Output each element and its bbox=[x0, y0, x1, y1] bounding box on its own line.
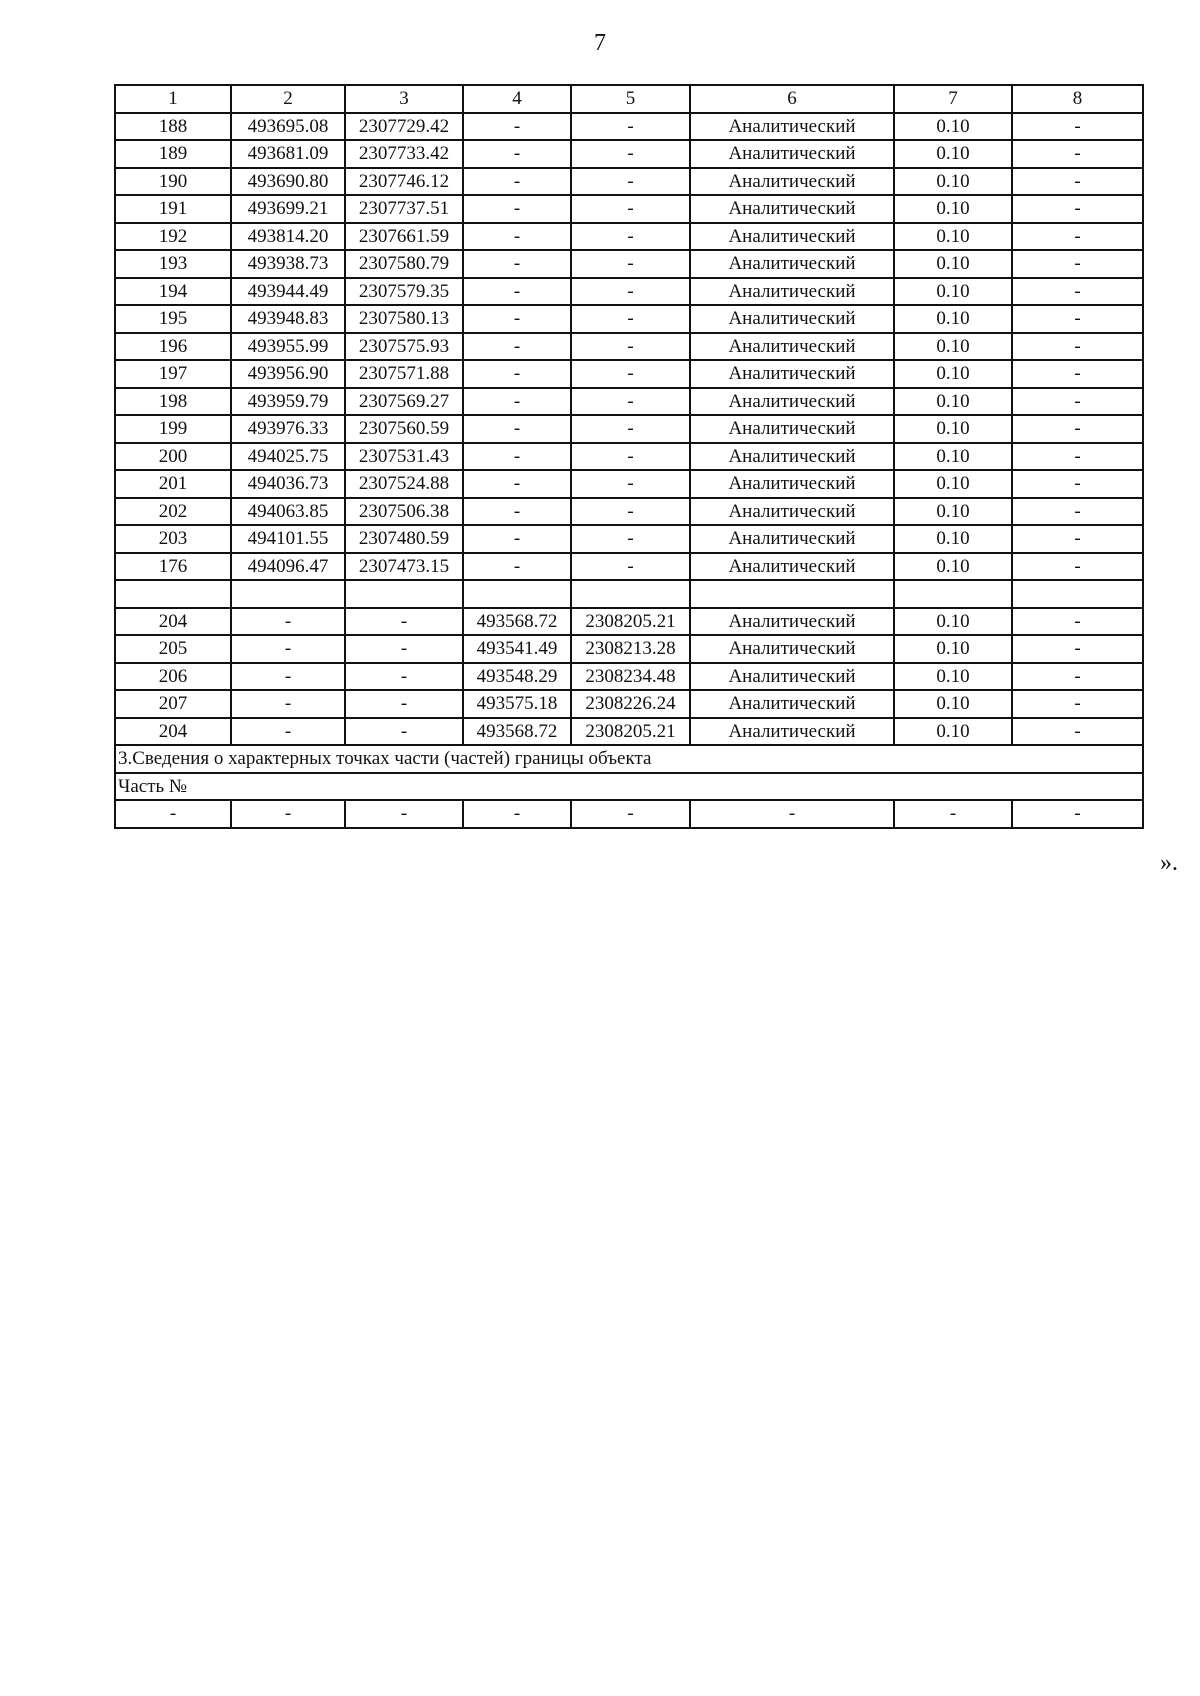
section-title-row-text: 3.Сведения о характерных точках части (частей) границы объекта bbox=[115, 745, 1143, 773]
table-cell: 493959.79 bbox=[231, 388, 345, 416]
table-cell: Аналитический bbox=[690, 635, 894, 663]
table-cell: 193 bbox=[115, 250, 231, 278]
table-cell: Аналитический bbox=[690, 360, 894, 388]
table-cell: 2307531.43 bbox=[345, 443, 463, 471]
table-cell: 494096.47 bbox=[231, 553, 345, 581]
table-cell: Аналитический bbox=[690, 278, 894, 306]
table-cell: 2307733.42 bbox=[345, 140, 463, 168]
table-cell: 195 bbox=[115, 305, 231, 333]
table-cell: - bbox=[1012, 608, 1143, 636]
table-cell: 2 bbox=[231, 85, 345, 113]
table-row bbox=[115, 498, 1143, 526]
table-body bbox=[115, 85, 1143, 828]
table-cell: 2308205.21 bbox=[571, 718, 690, 746]
table-cell: 1 bbox=[115, 85, 231, 113]
table-cell: - bbox=[571, 305, 690, 333]
table-cell: - bbox=[463, 470, 571, 498]
table-cell: 207 bbox=[115, 690, 231, 718]
table-cell: Аналитический bbox=[690, 690, 894, 718]
table-cell: 493948.83 bbox=[231, 305, 345, 333]
coordinates-table bbox=[114, 84, 1144, 829]
table-cell: - bbox=[231, 718, 345, 746]
table-cell: - bbox=[571, 250, 690, 278]
table-cell bbox=[463, 580, 571, 608]
table-cell bbox=[894, 580, 1012, 608]
table-cell: - bbox=[1012, 663, 1143, 691]
table-row bbox=[115, 333, 1143, 361]
table-cell: - bbox=[1012, 250, 1143, 278]
table-cell: 493568.72 bbox=[463, 718, 571, 746]
table-cell: 203 bbox=[115, 525, 231, 553]
table-cell: 2307737.51 bbox=[345, 195, 463, 223]
table-cell: - bbox=[571, 223, 690, 251]
table-cell: 202 bbox=[115, 498, 231, 526]
table-cell: 188 bbox=[115, 113, 231, 141]
table-cell: 494101.55 bbox=[231, 525, 345, 553]
table-cell: 206 bbox=[115, 663, 231, 691]
table-cell: 2308213.28 bbox=[571, 635, 690, 663]
table-cell: - bbox=[345, 608, 463, 636]
table-cell: - bbox=[463, 498, 571, 526]
table-cell: - bbox=[1012, 113, 1143, 141]
table-cell: 0.10 bbox=[894, 718, 1012, 746]
table-cell: - bbox=[345, 800, 463, 828]
table-cell: 0.10 bbox=[894, 690, 1012, 718]
table-cell: Аналитический bbox=[690, 663, 894, 691]
table-cell: 0.10 bbox=[894, 333, 1012, 361]
table-cell: 7 bbox=[894, 85, 1012, 113]
table-cell: 2307580.13 bbox=[345, 305, 463, 333]
table-cell: 2307661.59 bbox=[345, 223, 463, 251]
table-row bbox=[115, 470, 1143, 498]
table-cell: - bbox=[463, 305, 571, 333]
table-cell: - bbox=[1012, 690, 1143, 718]
table-cell: - bbox=[463, 553, 571, 581]
table-cell: 192 bbox=[115, 223, 231, 251]
table-cell: - bbox=[1012, 360, 1143, 388]
table-cell: - bbox=[231, 663, 345, 691]
table-row bbox=[115, 635, 1143, 663]
table-header-row bbox=[115, 85, 1143, 113]
table-cell: 2307560.59 bbox=[345, 415, 463, 443]
table-cell: - bbox=[463, 250, 571, 278]
table-cell: 2307579.35 bbox=[345, 278, 463, 306]
table-cell: 201 bbox=[115, 470, 231, 498]
table-cell: 194 bbox=[115, 278, 231, 306]
table-cell: - bbox=[1012, 223, 1143, 251]
table-cell bbox=[690, 580, 894, 608]
table-cell: 205 bbox=[115, 635, 231, 663]
table-cell: 494063.85 bbox=[231, 498, 345, 526]
table-cell: 493575.18 bbox=[463, 690, 571, 718]
table-cell: 2307524.88 bbox=[345, 470, 463, 498]
table-cell: 204 bbox=[115, 608, 231, 636]
table-cell: - bbox=[345, 690, 463, 718]
table-cell: - bbox=[571, 800, 690, 828]
table-row bbox=[115, 113, 1143, 141]
table-row bbox=[115, 168, 1143, 196]
table-cell: 0.10 bbox=[894, 223, 1012, 251]
table-cell: - bbox=[1012, 168, 1143, 196]
table-row bbox=[115, 223, 1143, 251]
table-cell: 2307569.27 bbox=[345, 388, 463, 416]
table-cell: - bbox=[463, 113, 571, 141]
table-cell: Аналитический bbox=[690, 443, 894, 471]
table-cell: - bbox=[1012, 195, 1143, 223]
table-cell: Аналитический bbox=[690, 305, 894, 333]
table-cell bbox=[571, 580, 690, 608]
page-number: 7 bbox=[594, 30, 606, 56]
table-row bbox=[115, 195, 1143, 223]
table-cell: 493695.08 bbox=[231, 113, 345, 141]
table-cell: 2307729.42 bbox=[345, 113, 463, 141]
table-cell: - bbox=[1012, 305, 1143, 333]
closing-quote: ». bbox=[1160, 850, 1178, 876]
table-cell: 5 bbox=[571, 85, 690, 113]
table-cell: 0.10 bbox=[894, 360, 1012, 388]
table-cell: - bbox=[463, 333, 571, 361]
table-cell: 2307580.79 bbox=[345, 250, 463, 278]
section-title-row bbox=[115, 745, 1143, 773]
table-cell: - bbox=[1012, 635, 1143, 663]
table-cell: - bbox=[1012, 443, 1143, 471]
table-cell: 493944.49 bbox=[231, 278, 345, 306]
table-cell: 199 bbox=[115, 415, 231, 443]
table-cell: - bbox=[571, 443, 690, 471]
table-row bbox=[115, 140, 1143, 168]
table-cell: 493956.90 bbox=[231, 360, 345, 388]
table-cell: 0.10 bbox=[894, 443, 1012, 471]
table-cell: - bbox=[1012, 388, 1143, 416]
table-row bbox=[115, 388, 1143, 416]
table-cell: 493955.99 bbox=[231, 333, 345, 361]
table-row bbox=[115, 663, 1143, 691]
table-cell: - bbox=[1012, 415, 1143, 443]
table-cell: - bbox=[231, 800, 345, 828]
table-cell: - bbox=[1012, 140, 1143, 168]
table-cell: - bbox=[463, 443, 571, 471]
table-cell: 494036.73 bbox=[231, 470, 345, 498]
table-cell: 6 bbox=[690, 85, 894, 113]
table-cell: - bbox=[571, 113, 690, 141]
table-cell: 0.10 bbox=[894, 140, 1012, 168]
table-cell: - bbox=[1012, 470, 1143, 498]
table-cell: 4 bbox=[463, 85, 571, 113]
table-cell: Аналитический bbox=[690, 498, 894, 526]
table-cell: - bbox=[571, 278, 690, 306]
table-cell: - bbox=[690, 800, 894, 828]
table-cell: 0.10 bbox=[894, 663, 1012, 691]
table-cell: Аналитический bbox=[690, 250, 894, 278]
table-cell: - bbox=[571, 415, 690, 443]
table-cell: - bbox=[345, 718, 463, 746]
table-cell: Аналитический bbox=[690, 525, 894, 553]
table-cell: 0.10 bbox=[894, 470, 1012, 498]
table-cell: 0.10 bbox=[894, 305, 1012, 333]
table-row bbox=[115, 608, 1143, 636]
table-cell: 0.10 bbox=[894, 608, 1012, 636]
table-cell: 0.10 bbox=[894, 168, 1012, 196]
table-cell: - bbox=[463, 360, 571, 388]
table-cell: - bbox=[345, 663, 463, 691]
table-cell: - bbox=[463, 278, 571, 306]
table-cell bbox=[115, 580, 231, 608]
table-cell: 0.10 bbox=[894, 250, 1012, 278]
table-cell bbox=[1012, 580, 1143, 608]
part-label-row bbox=[115, 773, 1143, 801]
table-cell: - bbox=[1012, 498, 1143, 526]
table-cell: - bbox=[463, 388, 571, 416]
table-cell: - bbox=[463, 525, 571, 553]
table-cell: 493976.33 bbox=[231, 415, 345, 443]
table-row bbox=[115, 718, 1143, 746]
table-cell: - bbox=[571, 140, 690, 168]
table-cell: Аналитический bbox=[690, 470, 894, 498]
table-cell: 197 bbox=[115, 360, 231, 388]
table-cell: 200 bbox=[115, 443, 231, 471]
table-cell: - bbox=[463, 168, 571, 196]
table-cell: 493938.73 bbox=[231, 250, 345, 278]
table-cell: Аналитический bbox=[690, 718, 894, 746]
table-cell: 493541.49 bbox=[463, 635, 571, 663]
table-cell: - bbox=[1012, 333, 1143, 361]
table-cell: - bbox=[463, 800, 571, 828]
table-cell: - bbox=[571, 168, 690, 196]
final-row bbox=[115, 800, 1143, 828]
table-row bbox=[115, 553, 1143, 581]
table-cell: - bbox=[463, 195, 571, 223]
table-cell: 493681.09 bbox=[231, 140, 345, 168]
table-cell: 2307746.12 bbox=[345, 168, 463, 196]
table-cell: 0.10 bbox=[894, 553, 1012, 581]
table-cell: - bbox=[894, 800, 1012, 828]
table-cell: 0.10 bbox=[894, 525, 1012, 553]
table-cell: 190 bbox=[115, 168, 231, 196]
table-cell: 176 bbox=[115, 553, 231, 581]
table-cell bbox=[231, 580, 345, 608]
table-cell: Аналитический bbox=[690, 168, 894, 196]
table-cell: - bbox=[1012, 278, 1143, 306]
table-cell: - bbox=[1012, 800, 1143, 828]
table-cell: - bbox=[571, 195, 690, 223]
table-cell: 8 bbox=[1012, 85, 1143, 113]
table-cell: 2307571.88 bbox=[345, 360, 463, 388]
table-row bbox=[115, 580, 1143, 608]
table-row bbox=[115, 360, 1143, 388]
table-cell: Аналитический bbox=[690, 333, 894, 361]
table-cell: Аналитический bbox=[690, 113, 894, 141]
table-cell: 204 bbox=[115, 718, 231, 746]
table-cell: 0.10 bbox=[894, 635, 1012, 663]
table-cell: - bbox=[571, 360, 690, 388]
table-cell: - bbox=[571, 553, 690, 581]
part-label-row-text: Часть № bbox=[115, 773, 1143, 801]
table-cell: 493690.80 bbox=[231, 168, 345, 196]
table-cell: 2307575.93 bbox=[345, 333, 463, 361]
table-cell: 0.10 bbox=[894, 415, 1012, 443]
table-cell: 2307473.15 bbox=[345, 553, 463, 581]
table-row bbox=[115, 305, 1143, 333]
table-cell: 0.10 bbox=[894, 195, 1012, 223]
table-cell: - bbox=[463, 223, 571, 251]
table-cell: 2308234.48 bbox=[571, 663, 690, 691]
table-cell: - bbox=[1012, 718, 1143, 746]
table-cell: 2308205.21 bbox=[571, 608, 690, 636]
table-cell: 198 bbox=[115, 388, 231, 416]
table-cell: - bbox=[345, 635, 463, 663]
table-row bbox=[115, 250, 1143, 278]
table-cell: 2308226.24 bbox=[571, 690, 690, 718]
table-cell: Аналитический bbox=[690, 223, 894, 251]
table-cell: 493548.29 bbox=[463, 663, 571, 691]
table-cell: - bbox=[463, 415, 571, 443]
table-cell: 0.10 bbox=[894, 113, 1012, 141]
table-cell: 493568.72 bbox=[463, 608, 571, 636]
table-cell: - bbox=[571, 470, 690, 498]
table-cell: - bbox=[571, 333, 690, 361]
table-cell: 2307480.59 bbox=[345, 525, 463, 553]
table-cell: Аналитический bbox=[690, 388, 894, 416]
table-cell: - bbox=[231, 690, 345, 718]
table-cell: 2307506.38 bbox=[345, 498, 463, 526]
table-cell: Аналитический bbox=[690, 553, 894, 581]
table-cell: - bbox=[571, 388, 690, 416]
table-cell: - bbox=[1012, 553, 1143, 581]
table-cell: 0.10 bbox=[894, 388, 1012, 416]
table-cell: - bbox=[571, 498, 690, 526]
table-cell: - bbox=[1012, 525, 1143, 553]
table-cell: 493814.20 bbox=[231, 223, 345, 251]
table-cell: - bbox=[231, 608, 345, 636]
table-cell: Аналитический bbox=[690, 195, 894, 223]
table-cell: 494025.75 bbox=[231, 443, 345, 471]
table-cell: 189 bbox=[115, 140, 231, 168]
table-cell: - bbox=[231, 635, 345, 663]
table-cell: 0.10 bbox=[894, 498, 1012, 526]
table-row bbox=[115, 415, 1143, 443]
table-row bbox=[115, 278, 1143, 306]
table-cell: Аналитический bbox=[690, 140, 894, 168]
table-cell: - bbox=[115, 800, 231, 828]
table-cell: - bbox=[571, 525, 690, 553]
table-cell: 191 bbox=[115, 195, 231, 223]
table-cell: Аналитический bbox=[690, 608, 894, 636]
table-cell: 196 bbox=[115, 333, 231, 361]
table-cell: 493699.21 bbox=[231, 195, 345, 223]
table-cell: 0.10 bbox=[894, 278, 1012, 306]
table-cell bbox=[345, 580, 463, 608]
table-cell: 3 bbox=[345, 85, 463, 113]
table-row bbox=[115, 443, 1143, 471]
table-cell: Аналитический bbox=[690, 415, 894, 443]
table-row bbox=[115, 525, 1143, 553]
table-cell: - bbox=[463, 140, 571, 168]
table-row bbox=[115, 690, 1143, 718]
